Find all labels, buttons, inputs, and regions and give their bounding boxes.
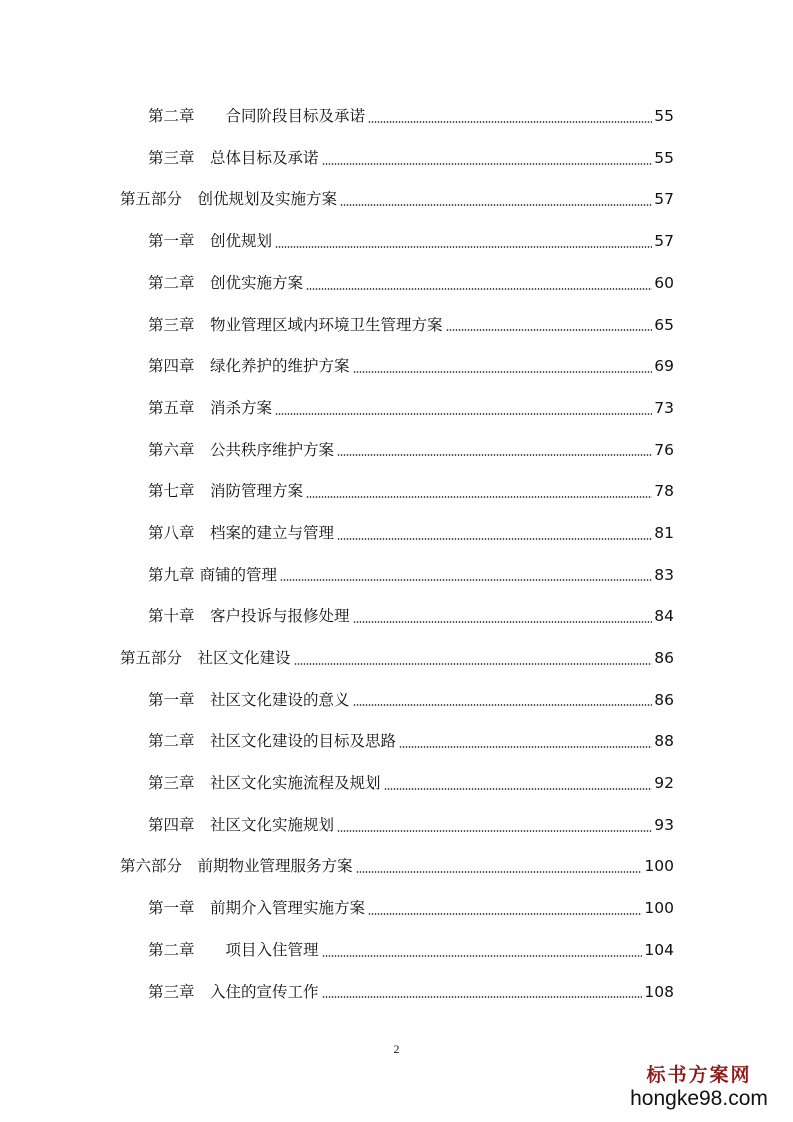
- toc-chapter-entry[interactable]: [148, 96, 674, 138]
- toc-chapter-entry[interactable]: [148, 221, 674, 263]
- toc-entry-separator: [195, 693, 211, 709]
- toc-chapter-entry[interactable]: [148, 596, 674, 638]
- toc-dot-leader: [275, 413, 652, 415]
- toc-entry-page: 78: [654, 482, 674, 501]
- toc-entry-page: 92: [654, 774, 674, 793]
- toc-entry-page: 100: [644, 899, 674, 918]
- toc-dot-leader: [280, 579, 652, 581]
- toc-entry-page: 73: [654, 398, 674, 417]
- toc-dot-leader: [353, 704, 653, 706]
- toc-chapter-entry[interactable]: [148, 888, 674, 930]
- toc-dot-leader: [340, 204, 652, 206]
- toc-entry-page: 100: [644, 857, 674, 876]
- toc-entry-title: 消杀方案: [210, 398, 273, 417]
- toc-entry-separator: [195, 359, 211, 375]
- toc-entry-number: 第六章: [148, 440, 195, 459]
- toc-entry-separator: [195, 401, 211, 417]
- toc-entry-title: 社区文化实施流程及规划: [210, 774, 381, 793]
- toc-dot-leader: [322, 955, 643, 957]
- toc-part-entry[interactable]: [120, 638, 674, 680]
- toc-entry-title: 社区文化实施规划: [210, 815, 335, 834]
- toc-chapter-entry[interactable]: [148, 763, 674, 805]
- toc-entry-title: 合同阶段目标及承诺: [225, 107, 366, 126]
- toc-entry-title: 档案的建立与管理: [210, 523, 335, 542]
- toc-entry-number: 第四章: [148, 815, 195, 834]
- toc-entry-title: 客户投诉与报修处理: [210, 607, 350, 626]
- toc-entry-title: 社区文化建设的意义: [210, 690, 350, 709]
- toc-dot-leader: [337, 538, 652, 540]
- toc-entry-title: 商铺的管理: [199, 565, 277, 584]
- toc-entry-number: 第六部分: [120, 857, 183, 876]
- toc-entry-page: 104: [644, 940, 674, 959]
- toc-dot-leader: [368, 121, 652, 123]
- toc-dot-leader: [353, 371, 653, 373]
- toc-chapter-entry[interactable]: [148, 971, 674, 1013]
- table-of-contents: [0, 96, 793, 1013]
- toc-entry-separator: [195, 776, 211, 792]
- toc-chapter-entry[interactable]: [148, 346, 674, 388]
- toc-entry-page: 57: [654, 232, 674, 251]
- toc-entry-separator: [195, 901, 211, 917]
- toc-entry-number: 第五部分: [120, 649, 183, 668]
- toc-dot-leader: [353, 621, 653, 623]
- toc-entry-separator: [195, 985, 211, 1001]
- toc-entry-separator: [195, 609, 211, 625]
- toc-entry-page: 86: [654, 690, 674, 709]
- toc-entry-separator: [195, 276, 211, 292]
- toc-entry-page: 108: [644, 982, 674, 1001]
- toc-entry-number: 第七章: [148, 482, 195, 501]
- toc-entry-page: 55: [654, 107, 674, 126]
- toc-entry-number: 第十章: [148, 607, 195, 626]
- toc-entry-title: 社区文化建设的目标及思路: [210, 732, 397, 751]
- toc-entry-page: 60: [654, 273, 674, 292]
- toc-entry-title: 创优规划及实施方案: [197, 190, 338, 209]
- toc-entry-number: 第五章: [148, 398, 195, 417]
- toc-dot-leader: [337, 454, 652, 456]
- toc-entry-title: 创优实施方案: [210, 273, 304, 292]
- toc-dot-leader: [368, 913, 642, 915]
- toc-chapter-entry[interactable]: [148, 805, 674, 847]
- toc-entry-separator: [195, 151, 211, 167]
- toc-entry-number: 第三章: [148, 982, 195, 1001]
- toc-entry-page: 76: [654, 440, 674, 459]
- toc-entry-number: 第五部分: [120, 190, 183, 209]
- toc-entry-separator: [195, 109, 226, 125]
- toc-chapter-entry[interactable]: [148, 555, 674, 597]
- toc-entry-number: 第二章: [148, 732, 195, 751]
- toc-entry-separator: [195, 526, 211, 542]
- toc-entry-title: 物业管理区域内环境卫生管理方案: [210, 315, 443, 334]
- toc-dot-leader: [306, 288, 652, 290]
- toc-part-entry[interactable]: [120, 846, 674, 888]
- toc-dot-leader: [306, 496, 652, 498]
- toc-entry-title: 绿化养护的维护方案: [210, 357, 350, 376]
- watermark-en-text: hongke98.com: [630, 1087, 768, 1110]
- toc-dot-leader: [356, 871, 643, 873]
- toc-part-entry[interactable]: [120, 179, 674, 221]
- toc-chapter-entry[interactable]: [148, 263, 674, 305]
- toc-dot-leader: [446, 329, 653, 331]
- toc-entry-number: 第二章: [148, 107, 195, 126]
- toc-chapter-entry[interactable]: [148, 721, 674, 763]
- toc-dot-leader: [384, 788, 653, 790]
- toc-chapter-entry[interactable]: [148, 430, 674, 472]
- toc-dot-leader: [322, 163, 653, 165]
- toc-entry-number: 第一章: [148, 690, 195, 709]
- watermark-cn-text: 标书方案网: [646, 1064, 752, 1086]
- toc-entry-separator: [182, 192, 198, 208]
- toc-entry-title: 社区文化建设: [197, 649, 291, 668]
- toc-entry-separator: [195, 943, 226, 959]
- toc-entry-title: 总体目标及承诺: [210, 148, 319, 167]
- toc-dot-leader: [337, 830, 652, 832]
- toc-entry-number: 第三章: [148, 315, 195, 334]
- toc-entry-separator: [195, 818, 211, 834]
- toc-chapter-entry[interactable]: [148, 471, 674, 513]
- toc-entry-page: 83: [654, 565, 674, 584]
- toc-chapter-entry[interactable]: [148, 680, 674, 722]
- toc-entry-number: 第三章: [148, 148, 195, 167]
- toc-entry-title: 前期介入管理实施方案: [210, 899, 366, 918]
- toc-entry-page: 86: [654, 649, 674, 668]
- page-number: 2: [393, 1042, 400, 1056]
- toc-entry-separator: [195, 318, 211, 334]
- toc-dot-leader: [275, 246, 652, 248]
- toc-entry-number: 第四章: [148, 357, 195, 376]
- toc-entry-title: 消防管理方案: [210, 482, 304, 501]
- toc-chapter-entry[interactable]: [148, 138, 674, 180]
- toc-entry-number: 第一章: [148, 232, 195, 251]
- toc-entry-page: 81: [654, 523, 674, 542]
- toc-entry-title: 前期物业管理服务方案: [197, 857, 353, 876]
- toc-chapter-entry[interactable]: [148, 388, 674, 430]
- toc-entry-page: 93: [654, 815, 674, 834]
- toc-entry-page: 57: [654, 190, 674, 209]
- toc-dot-leader: [399, 746, 652, 748]
- toc-chapter-entry[interactable]: [148, 513, 674, 555]
- toc-entry-page: 84: [654, 607, 674, 626]
- toc-entry-title: 入住的宣传工作: [210, 982, 319, 1001]
- toc-entry-number: 第八章: [148, 523, 195, 542]
- toc-dot-leader: [322, 996, 643, 998]
- toc-chapter-entry[interactable]: [148, 304, 674, 346]
- toc-entry-separator: [195, 234, 211, 250]
- toc-entry-page: 65: [654, 315, 674, 334]
- toc-entry-number: 第三章: [148, 774, 195, 793]
- toc-entry-page: 55: [654, 148, 674, 167]
- toc-entry-number: 第二章: [148, 940, 195, 959]
- toc-chapter-entry[interactable]: [148, 930, 674, 972]
- toc-entry-separator: [182, 651, 198, 667]
- toc-entry-number: 第二章: [148, 273, 195, 292]
- toc-entry-number: 第九章: [148, 565, 195, 584]
- toc-entry-title: 创优规划: [210, 232, 273, 251]
- toc-entry-separator: [182, 859, 198, 875]
- toc-entry-separator: [195, 734, 211, 750]
- toc-dot-leader: [294, 663, 653, 665]
- watermark-logo: [619, 1066, 779, 1111]
- toc-entry-separator: [195, 443, 211, 459]
- toc-entry-separator: [195, 484, 211, 500]
- toc-entry-page: 69: [654, 357, 674, 376]
- toc-entry-title: 公共秩序维护方案: [210, 440, 335, 459]
- toc-entry-title: 项目入住管理: [225, 940, 319, 959]
- toc-entry-page: 88: [654, 732, 674, 751]
- toc-entry-number: 第一章: [148, 899, 195, 918]
